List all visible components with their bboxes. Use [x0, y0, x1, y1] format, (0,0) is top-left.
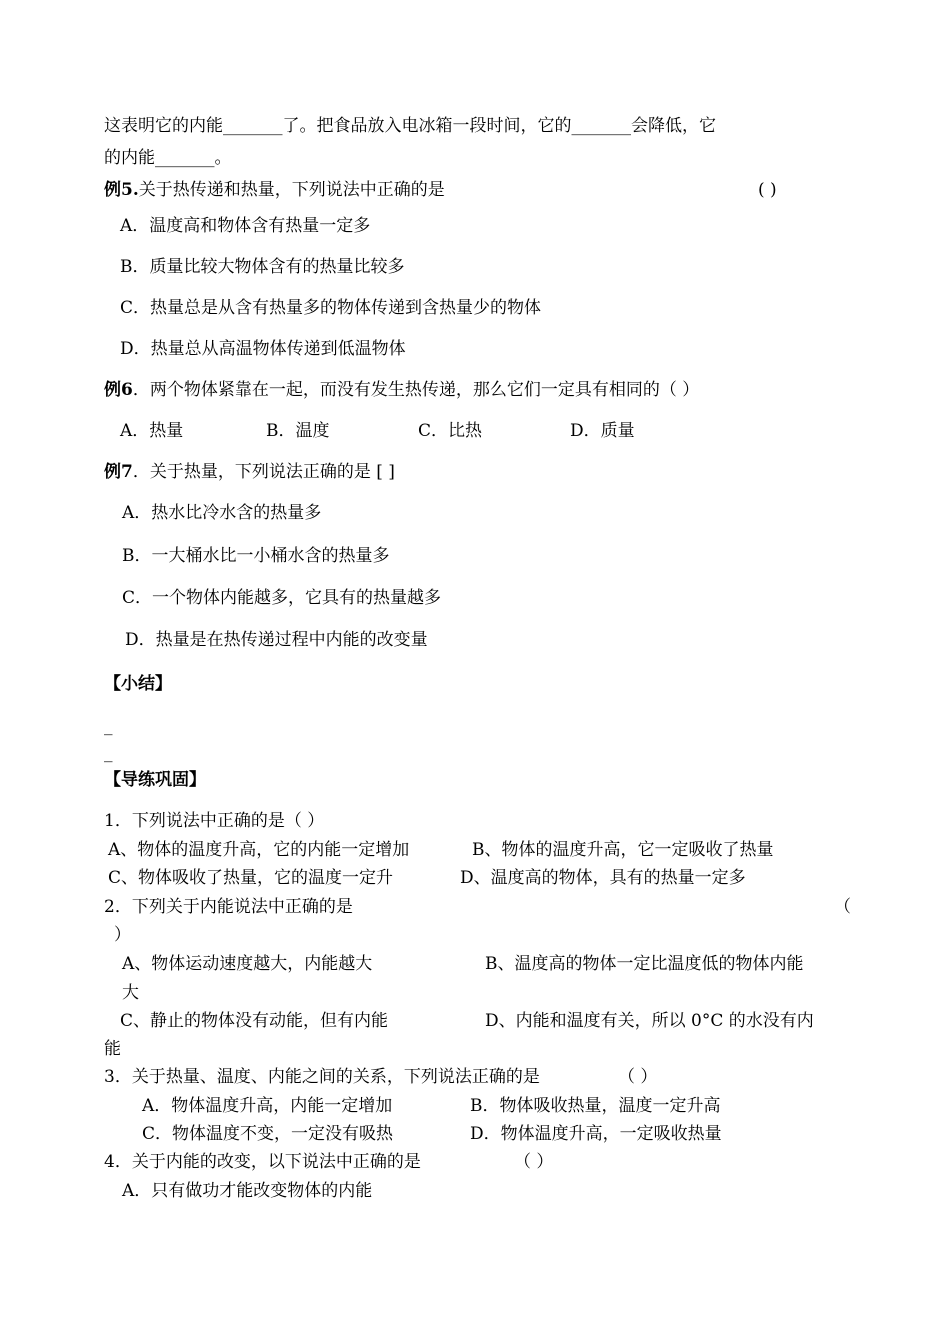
option-c: C．物体温度不变，一定没有吸热: [142, 1124, 394, 1144]
practice-heading: 【导练巩固】: [104, 770, 206, 790]
option-a: A、物体的温度升高，它的内能一定增加: [108, 840, 410, 860]
option-b: B．温度: [266, 421, 330, 441]
option-d: D、内能和温度有关，所以 0°C 的水没有内: [485, 1011, 814, 1031]
option-a: A．温度高和物体含有热量一定多: [120, 216, 371, 236]
example-number: 6: [121, 380, 133, 400]
example-label: 例: [104, 180, 121, 200]
example-question: ．关于热量，下列说法正确的是 [ ]: [132, 462, 395, 482]
option-d: D．质量: [570, 421, 635, 441]
option-a: A、物体运动速度越大，内能越大: [122, 954, 373, 974]
intro-line-2: 的内能_______。: [104, 148, 232, 168]
option-c: C．比热: [418, 421, 483, 441]
option-a: A．热量: [120, 421, 184, 441]
option-c: C、静止的物体没有动能，但有内能: [120, 1011, 389, 1031]
answer-paren: （ ）: [618, 1067, 658, 1087]
question-3-stem: 3．关于热量、温度、内能之间的关系，下列说法正确的是: [104, 1067, 540, 1087]
example-label: 例: [104, 462, 121, 482]
option-c: C．一个物体内能越多，它具有的热量越多: [122, 588, 442, 608]
option-d: D．物体温度升高，一定吸收热量: [470, 1124, 722, 1144]
example-label: 例: [104, 380, 121, 400]
option-b: B．物体吸收热量，温度一定升高: [470, 1096, 721, 1116]
option-b: B、物体的温度升高，它一定吸收了热量: [472, 840, 774, 860]
option-b-continued: 大: [122, 983, 139, 1003]
example-question: ．两个物体紧靠在一起，而没有发生热传递，那么它们一定具有相同的（ ）: [132, 380, 700, 400]
question-1-stem: 1．下列说法中正确的是（ ）: [104, 811, 325, 831]
option-b: B．一大桶水比一小桶水含的热量多: [122, 546, 390, 566]
option-c: C、物体吸收了热量，它的温度一定升: [108, 868, 394, 888]
question-4-stem: 4．关于内能的改变，以下说法中正确的是: [104, 1152, 421, 1172]
option-c: C．热量总是从含有热量多的物体传递到含热量少的物体: [120, 298, 542, 318]
option-a: A．只有做功才能改变物体的内能: [122, 1181, 373, 1201]
option-a: A．物体温度升高，内能一定增加: [142, 1096, 393, 1116]
summary-heading: 【小结】: [104, 674, 172, 694]
option-b: B、温度高的物体一定比温度低的物体内能: [485, 954, 804, 974]
option-d: D．热量是在热传递过程中内能的改变量: [125, 630, 428, 650]
option-b: B．质量比较大物体含有的热量比较多: [120, 257, 405, 277]
summary-blank-1: _: [104, 716, 113, 736]
question-2-stem: 2．下列关于内能说法中正确的是: [104, 897, 353, 917]
example-number: 7: [121, 462, 133, 482]
example-6-heading: [104, 382, 699, 399]
option-d: D．热量总从高温物体传递到低温物体: [120, 339, 406, 359]
answer-paren-open: （: [834, 897, 851, 917]
summary-blank-2: _: [104, 743, 113, 763]
option-a: A．热水比冷水含的热量多: [122, 503, 322, 523]
example-5-heading: [104, 182, 445, 199]
intro-line-1: 这表明它的内能_______了。把食品放入电冰箱一段时间，它的_______会降低，它: [104, 116, 716, 136]
option-d: D、温度高的物体，具有的热量一定多: [460, 868, 746, 888]
example-question: 关于热传递和热量，下列说法中正确的是: [138, 180, 445, 200]
option-d-continued: 能: [104, 1039, 121, 1059]
example-7-heading: [104, 464, 395, 481]
answer-paren: （ ）: [514, 1152, 554, 1172]
answer-paren-close: ）: [114, 925, 131, 945]
example-number: 5.: [121, 180, 139, 200]
answer-paren: ( ): [758, 180, 777, 200]
